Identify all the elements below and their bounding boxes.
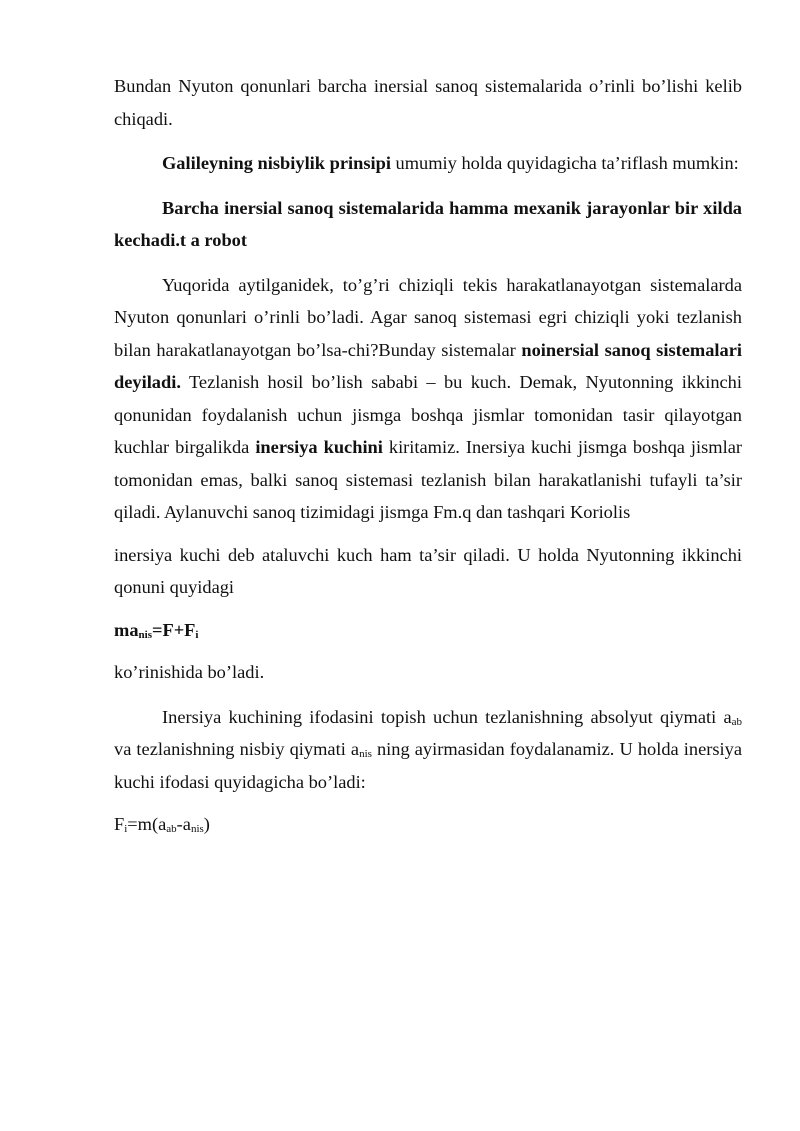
subscript-nis: nis <box>359 748 372 760</box>
subscript-nis: nis <box>190 823 204 835</box>
formula-rest: =F+F <box>151 619 196 640</box>
text-span: kiritamiz. Inersiya kuchi jismga boshqa jismlar tomonidan emas, balki sanoq sistemasi tezlanish bilan harakatlanishi tufayli ta’sir qiladi. Aylanuvchi sanoq tizimidagi jismga Fm.q dan tashqari Koriolis <box>114 437 742 522</box>
paragraph-galileo-principle <box>114 147 742 180</box>
paragraph-inertia-force-expression <box>114 701 742 799</box>
formula-ma: ma <box>114 619 139 640</box>
text-span: Tezlanish hosil bo’lish sababi – bu kuch. Demak, Nyutonning ikkinchi qonunidan foydalanish uchun jismga boshqa jismlar tomonidan tasir qilayotgan kuchlar birgalikda <box>114 372 742 457</box>
paragraph-newton-laws: Bundan Nyuton qonunlari barcha inersial sanoq sistemalarida o’rinli bo’lishi kelib chiqadi. <box>114 76 742 129</box>
paragraph-galileo-principle-text: umumiy holda quyidagicha ta’riflash mumkin: <box>390 153 739 173</box>
formula-inertia-force <box>114 808 742 841</box>
paragraph-coriolis: inersiya kuchi deb ataluvchi kuch ham ta’sir qiladi. U holda Nyutonning ikkinchi qonuni quyidagi <box>114 544 742 597</box>
formula-minus-a: -a <box>176 814 191 834</box>
subscript-ab: ab <box>166 823 177 835</box>
text-span: Yuqorida aytilganidek, to’g’ri chiziqli tekis harakatlanayotgan sistemalarda Nyuton qonunlari o’rinli bo’ladi. Agar sanoq sistemasi egri chiziqli yoki tezlanish bilan harakatlanayotgan bo’lsa-chi?Bunday sistemalar <box>114 274 742 360</box>
text-span: Inersiya kuchining ifodasini topish uchun tezlanishning absolyut qiymati <box>162 706 724 727</box>
paragraph-principle-statement <box>114 192 742 257</box>
subscript-i: i <box>124 823 128 835</box>
text-span: va tezlanishning nisbiy qiymati <box>114 739 351 759</box>
formula-m-open: =m(a <box>127 814 167 834</box>
term-inertia-force: inersiya kuchini <box>255 437 383 457</box>
subscript-ab: ab <box>731 715 742 728</box>
symbol-a: a <box>350 739 360 759</box>
text-span: ning ayirmasidan foydalanamiz. U holda inersiya kuchi ifodasi quyidagicha bo’ladi: <box>114 739 742 792</box>
term-noninertial-systems: noinersial sanoq sistemalari deyiladi. <box>114 339 742 392</box>
symbol-a: a <box>723 706 732 727</box>
document-page <box>114 70 742 851</box>
term-galileo-principle: Galileyning nisbiylik prinsipi <box>162 153 391 173</box>
subscript-nis: nis <box>138 628 152 641</box>
formula-close: ) <box>203 814 210 834</box>
formula-bold <box>114 620 198 640</box>
principle-statement: Barcha inersial sanoq sistemalarida hamma mexanik jarayonlar bir xilda kechadi.t a robot <box>114 197 742 250</box>
formula-newton-second-law <box>114 614 742 647</box>
subscript-i: i <box>195 628 199 641</box>
paragraph-form-note: ko’rinishida bo’ladi. <box>114 662 265 682</box>
formula-f: F <box>114 814 125 834</box>
paragraph-noninertial-systems <box>114 269 742 529</box>
